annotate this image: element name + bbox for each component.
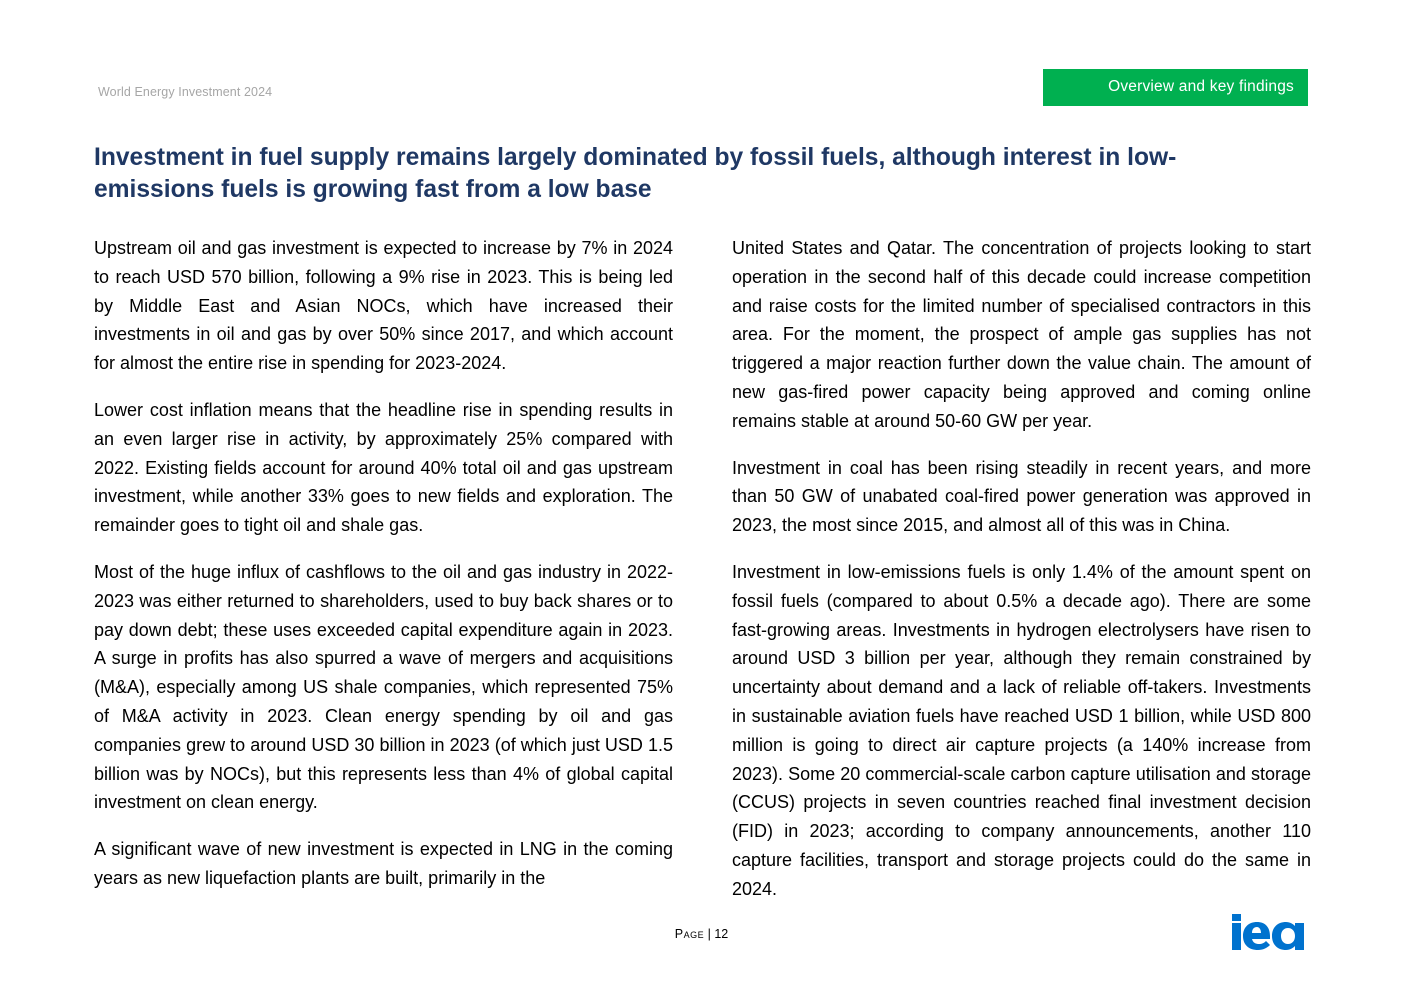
page-number — [0, 927, 1403, 941]
body-paragraph: United States and Qatar. The concentration of projects looking to start operation in the second half of this decade could increase competition and raise costs for the limited number of specialised contractors in this area. For the moment, the prospect of ample gas supplies has not triggered a major reaction further down the value chain. The amount of new gas-fired power capacity being approved and coming online remains stable at around 50-60 GW per year. — [732, 238, 1311, 431]
left-column — [94, 234, 673, 893]
body-paragraph: Most of the huge influx of cashflows to the oil and gas industry in 2022-2023 was either returned to shareholders, used to buy back shares or to pay down debt; these uses exceeded capital expenditure again in 2023. A surge in profits has also spurred a wave of mergers and acquisitions (M&A), especially among US shale companies, which represented 75% of M&A activity in 2023. Clean energy spending by oil and gas companies grew to around USD 30 billion in 2023 (of which just USD 1.5 billion was by NOCs), but this represents less than 4% of global capital investment on clean energy. — [94, 561, 673, 813]
body-paragraph: Investment in coal has been rising steadily in recent years, and more than 50 GW of unabated coal-fired power generation was approved in 2023, the most since 2015, and almost all of this was in China. — [732, 457, 1311, 536]
iea-logo — [1232, 914, 1310, 950]
page-label: Page — [674, 927, 705, 941]
page-number-value: 12 — [714, 927, 729, 941]
page-title: Investment in fuel supply remains largely dominated by fossil fuels, although interest in low-emissions fuels is growing fast from a low base — [94, 144, 1177, 203]
body-paragraph: Upstream oil and gas investment is expected to increase by 7% in 2024 to reach USD 570 billion, following a 9% rise in 2023. This is being led by Middle East and Asian NOCs, which have increased their investments in oil and gas by over 50% since 2017, and which account for almost the entire rise in spending for 2023-2024. — [94, 238, 673, 374]
body-paragraph: A significant wave of new investment is expected in LNG in the coming years as new liquefaction plants are built, primarily in the — [94, 839, 673, 888]
section-label: Overview and key findings — [1043, 69, 1308, 106]
body-paragraph: Investment in low-emissions fuels is only 1.4% of the amount spent on fossil fuels (compared to about 0.5% a decade ago). There are some fast-growing areas. Investments in hydrogen electrolysers have risen to around USD 3 billion per year, although they remain constrained by uncertainty about demand and a lack of reliable off-takers. Investments in sustainable aviation fuels have reached USD 1 billion, while USD 800 million is going to direct air capture projects (a 140% increase from 2023). Some 20 commercial-scale carbon capture utilisation and storage (CCUS) projects in seven countries reached final investment decision (FID) in 2023; according to company announcements, another 110 capture facilities, transport and storage projects could do the same in 2024. — [732, 561, 1311, 899]
page-separator: | — [704, 927, 715, 941]
body-paragraph: Lower cost inflation means that the headline rise in spending results in an even larger rise in activity, by approximately 25% compared with 2022. Existing fields account for around 40% total oil and gas upstream investment, while another 33% goes to new fields and exploration. The remainder goes to tight oil and shale gas. — [94, 399, 673, 536]
right-column — [732, 234, 1311, 904]
report-title: World Energy Investment 2024 — [98, 85, 273, 99]
